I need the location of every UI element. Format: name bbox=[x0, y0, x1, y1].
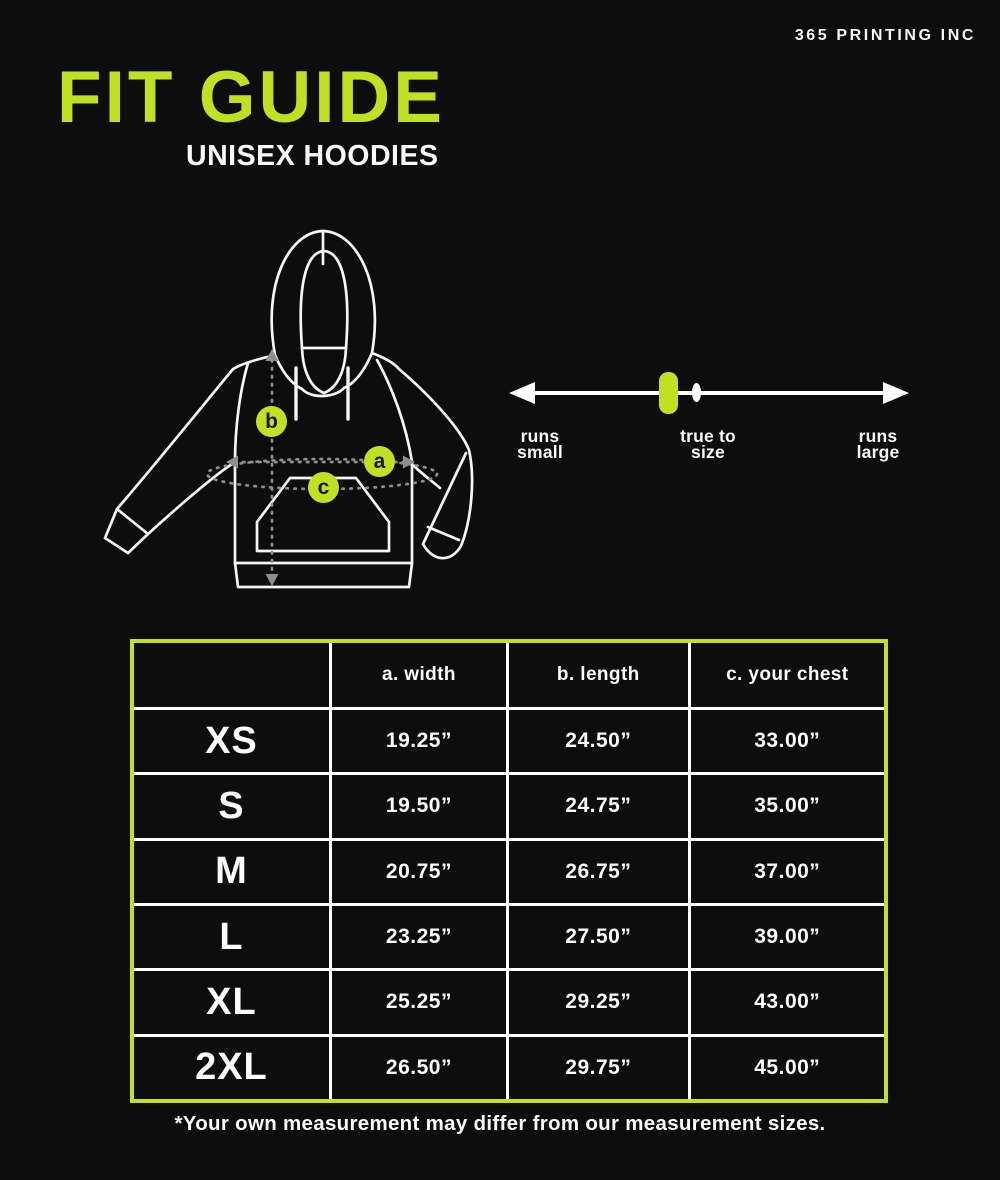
row-m-size: M bbox=[134, 841, 329, 903]
row-2xl-width: 26.50” bbox=[332, 1037, 506, 1099]
row-xl-length: 29.25” bbox=[509, 971, 688, 1033]
down-arrowhead-icon bbox=[266, 574, 279, 586]
row-2xl-length: 29.75” bbox=[509, 1037, 688, 1099]
row-l-size: L bbox=[134, 906, 329, 968]
footnote: *Your own measurement may differ from our measurement sizes. bbox=[174, 1112, 826, 1135]
page-subtitle: UNISEX HOODIES bbox=[186, 140, 439, 172]
col-header-width: a. width bbox=[332, 643, 506, 707]
row-m-width: 20.75” bbox=[332, 841, 506, 903]
scale-right-arrowhead-icon bbox=[883, 382, 909, 404]
marker-c bbox=[308, 472, 339, 503]
row-xs-width: 19.25” bbox=[332, 710, 506, 772]
row-xs-size: XS bbox=[134, 710, 329, 772]
row-xs-chest: 33.00” bbox=[691, 710, 884, 772]
page-title: FIT GUIDE bbox=[57, 57, 445, 138]
up-arrowhead-icon bbox=[266, 349, 279, 361]
row-xl-size: XL bbox=[134, 971, 329, 1033]
row-2xl-chest: 45.00” bbox=[691, 1037, 884, 1099]
col-header-chest: c. your chest bbox=[691, 643, 884, 707]
size-chart-table bbox=[130, 639, 888, 1103]
row-s-chest: 35.00” bbox=[691, 775, 884, 837]
scale-line bbox=[527, 391, 890, 395]
scale-label-true-to-size: true to size bbox=[680, 426, 736, 462]
marker-a-letter: a bbox=[373, 450, 386, 473]
marker-b bbox=[256, 406, 287, 437]
row-l-chest: 39.00” bbox=[691, 906, 884, 968]
scale-label-runs-large: runs large bbox=[856, 426, 900, 462]
row-s-size: S bbox=[134, 775, 329, 837]
fit-indicator-marker bbox=[659, 372, 678, 414]
row-xl-chest: 43.00” bbox=[691, 971, 884, 1033]
marker-a bbox=[364, 446, 395, 477]
row-2xl-size: 2XL bbox=[134, 1037, 329, 1099]
col-header-length: b. length bbox=[509, 643, 688, 707]
row-m-length: 26.75” bbox=[509, 841, 688, 903]
hoodie-outline-drawing bbox=[95, 222, 495, 602]
row-m-chest: 37.00” bbox=[691, 841, 884, 903]
corner-header-cell bbox=[134, 643, 329, 707]
marker-c-letter: c bbox=[317, 476, 330, 499]
row-s-length: 24.75” bbox=[509, 775, 688, 837]
marker-b-letter: b bbox=[265, 410, 278, 433]
brand-text: 365 PRINTING INC bbox=[794, 27, 976, 44]
row-xl-width: 25.25” bbox=[332, 971, 506, 1033]
row-l-length: 27.50” bbox=[509, 906, 688, 968]
row-xs-length: 24.50” bbox=[509, 710, 688, 772]
row-l-width: 23.25” bbox=[332, 906, 506, 968]
center-tick-dot bbox=[692, 383, 701, 402]
scale-label-runs-small: runs small bbox=[517, 426, 563, 462]
row-s-width: 19.50” bbox=[332, 775, 506, 837]
